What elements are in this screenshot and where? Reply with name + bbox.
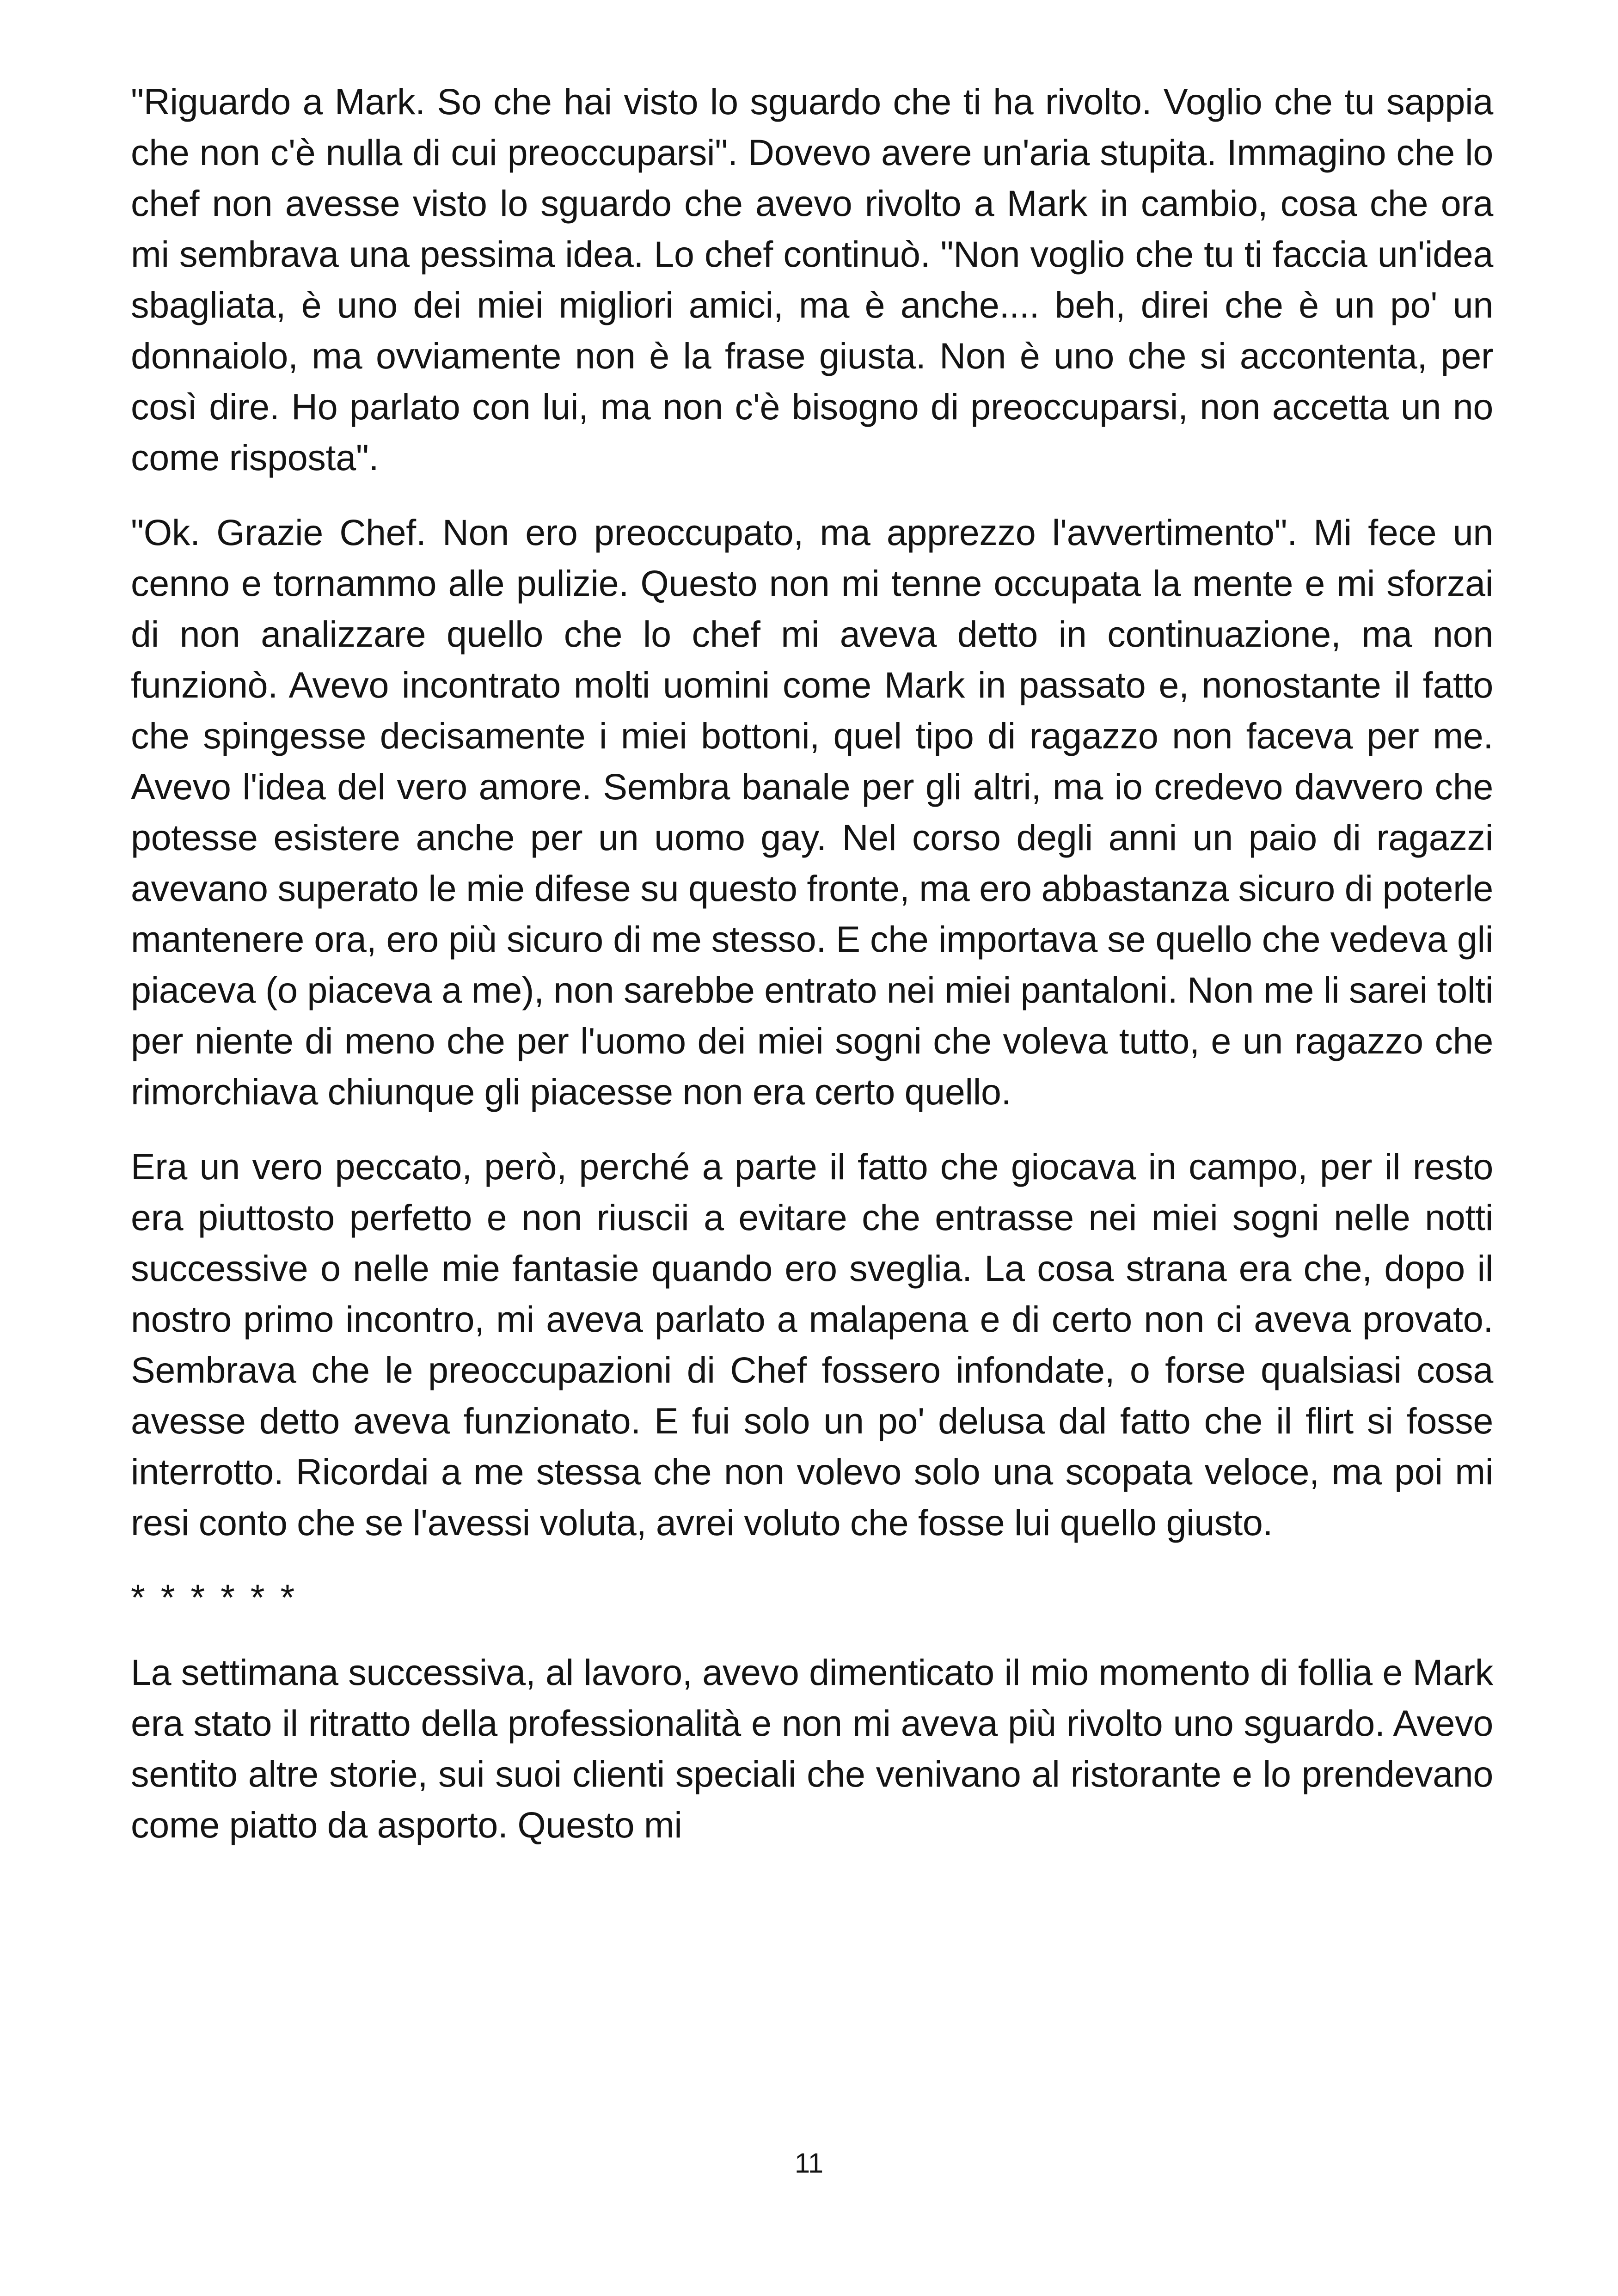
paragraph-3: Era un vero peccato, però, perché a parte il fatto che giocava in campo, per il resto era piuttosto perfetto e non riuscii a evitare che entrasse nei miei sogni nelle notti successive o nelle mie fantasie quando ero sveglia. La cosa strana era che, dopo il nostro primo incontro, mi aveva parlato a malapena e di certo non ci aveva provato. Sembrava che le preoccupazioni di Chef fossero infondate, o forse qualsiasi cosa avesse detto aveva funzionato. E fui solo un po' delusa dal fatto che il flirt si fosse interrotto. Ricordai a me stessa che non volevo solo una scopata veloce, ma poi mi resi conto che se l'avessi voluta, avrei voluto che fosse lui quello giusto. bbox=[131, 1146, 1493, 1543]
body-text bbox=[131, 76, 1493, 1874]
paragraph-2: "Ok. Grazie Chef. Non ero preoccupato, ma apprezzo l'avvertimento". Mi fece un cenno e tornammo alle pulizie. Questo non mi tenne occupata la mente e mi sforzai di non analizzare quello che lo chef mi aveva detto in continuazione, ma non funzionò. Avevo incontrato molti uomini come Mark in passato e, nonostante il fatto che spingesse decisamente i miei bottoni, quel tipo di ragazzo non faceva per me. Avevo l'idea del vero amore. Sembra banale per gli altri, ma io credevo davvero che potesse esistere anche per un uomo gay. Nel corso degli anni un paio di ragazzi avevano superato le mie difese su questo fronte, ma ero abbastanza sicuro di poterle mantenere ora, ero più sicuro di me stesso. E che importava se quello che vedeva gli piaceva (o piaceva a me), non sarebbe entrato nei miei pantaloni. Non me li sarei tolti per niente di meno che per l'uomo dei miei sogni che voleva tutto, e un ragazzo che rimorchiava chiunque gli piacesse non era certo quello. bbox=[131, 512, 1493, 1112]
paragraph-1: "Riguardo a Mark. So che hai visto lo sguardo che ti ha rivolto. Voglio che tu sappia che non c'è nulla di cui preoccuparsi". Dovevo avere un'aria stupita. Immagino che lo chef non avesse visto lo sguardo che avevo rivolto a Mark in cambio, cosa che ora mi sembrava una pessima idea. Lo chef continuò. "Non voglio che tu ti faccia un'idea sbagliata, è uno dei miei migliori amici, ma è anche.... beh, direi che è un po' un donnaiolo, ma ovviamente non è la frase giusta. Non è uno che si accontenta, per così dire. Ho parlato con lui, ma non c'è bisogno di preoccuparsi, non accetta un no come risposta". bbox=[131, 81, 1493, 478]
page-number: 11 bbox=[794, 2148, 824, 2179]
section-separator: * * * * * * bbox=[131, 1577, 298, 1618]
paragraph-4: La settimana successiva, al lavoro, avevo dimenticato il mio momento di follia e Mark era stato il ritratto della professionalità e non mi aveva più rivolto uno sguardo. Avevo sentito altre storie, sui suoi clienti speciali che venivano al ristorante e lo prendevano come piatto da asporto. Questo mi bbox=[131, 1652, 1493, 1845]
